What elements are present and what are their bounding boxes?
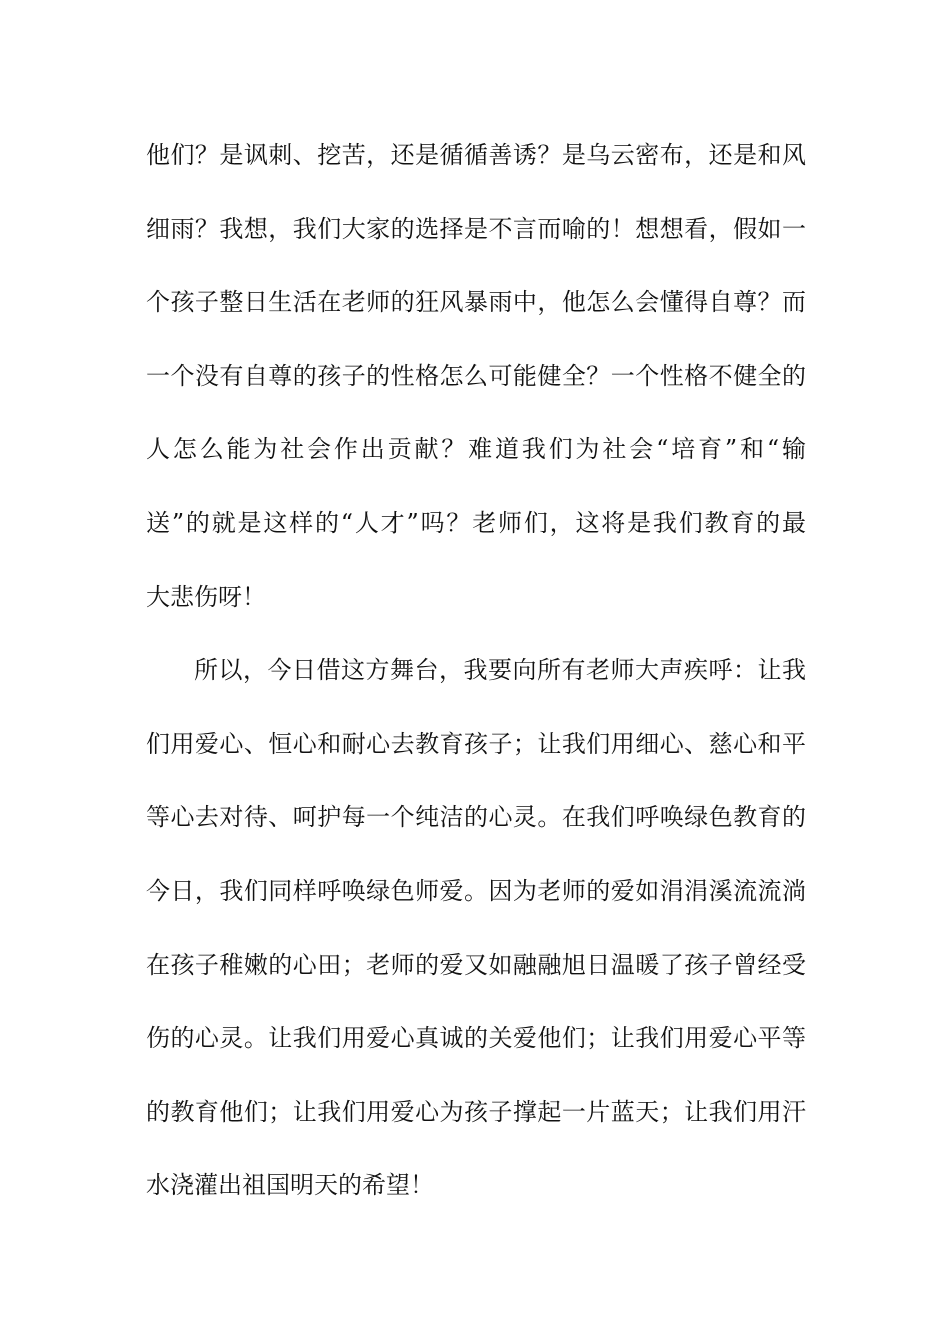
text-line: 个孩子整日生活在老师的狂风暴雨中，他怎么会懂得自尊？而 [146,288,806,317]
body-text [146,125,806,1229]
text-line: 的教育他们；让我们用爱心为孩子撑起一片蓝天；让我们用汗 [146,1097,806,1126]
text-line: 等心去对待、呵护每一个纯洁的心灵。在我们呼唤绿色教育的 [146,803,806,832]
text-line: 细雨？我想，我们大家的选择是不言而喻的！想想看，假如一 [146,214,806,243]
text-line: 们用爱心、恒心和耐心去教育孩子；让我们用细心、慈心和平 [146,729,806,758]
text-line: 他们？是讽刺、挖苦，还是循循善诱？是乌云密布，还是和风 [146,141,806,169]
text-line: 送”的就是这样的“人才”吗？老师们，这将是我们教育的最 [146,508,806,537]
text-line: 今日，我们同样呼唤绿色师爱。因为老师的爱如涓涓溪流流淌 [146,876,806,905]
text-line-paragraph-start: 所以，今日借这方舞台，我要向所有老师大声疾呼：让我 [194,656,806,685]
text-line: 大悲伤呀！ [146,582,266,611]
text-line: 水浇灌出祖国明天的希望！ [146,1171,434,1200]
text-line: 人怎么能为社会作出贡献？难道我们为社会“培育”和“输 [146,435,806,464]
text-line: 一个没有自尊的孩子的性格怎么可能健全？一个性格不健全的 [146,361,806,390]
text-line: 在孩子稚嫩的心田；老师的爱又如融融旭日温暖了孩子曾经受 [146,950,806,979]
text-line: 伤的心灵。让我们用爱心真诚的关爱他们；让我们用爱心平等 [146,1024,806,1053]
